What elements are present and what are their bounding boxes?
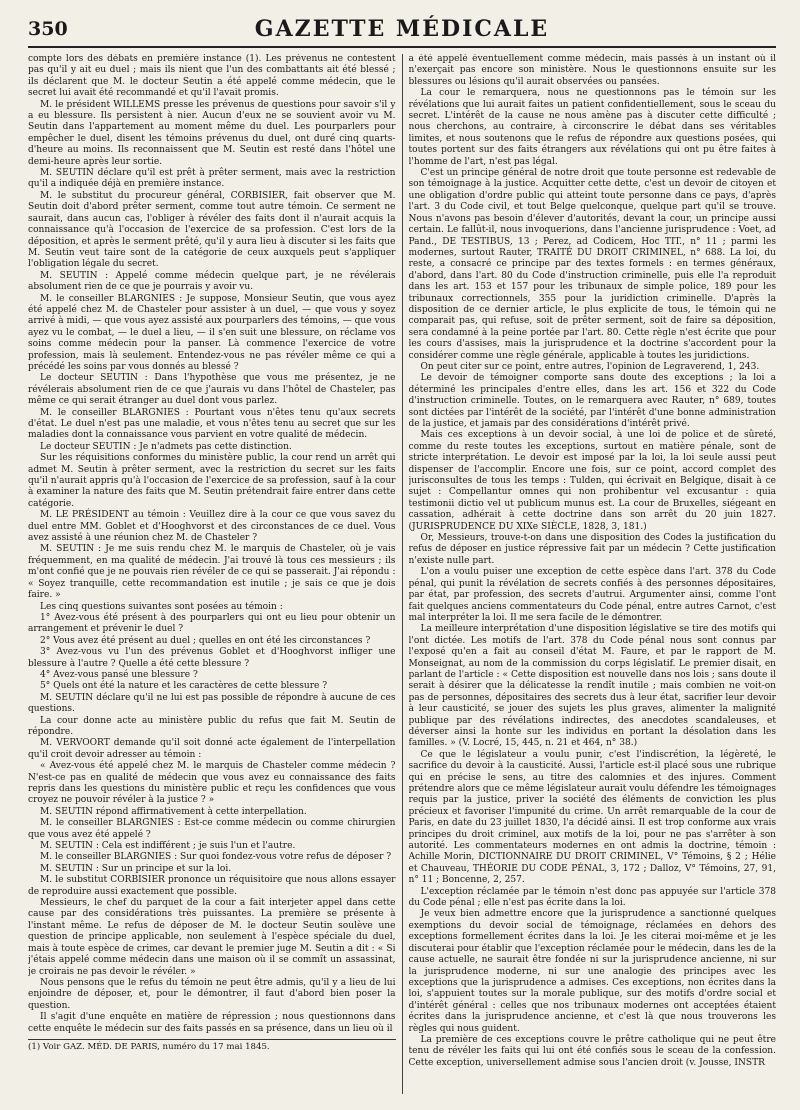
paragraph: Sur les réquisitions conformes du ministère public, la cour rend un arrêt qui admet M. Seutin à prêter serment, avec la restriction du secret sur les faits qu'il n'aurait appris qu'à l'occasion de l'exercice de sa profession, sauf à la cour à examiner la nature des faits que M. Seutin prétendrait faire entrer dans cette catégorie. [28,453,396,509]
paragraph: On peut citer sur ce point, entre autres, l'opinion de Legraverend, 1, 243. [420,361,760,372]
paragraph: M. le conseiller BLARGNIES : Sur quoi fondez-vous votre refus de déposer ? [40,852,392,863]
paragraph: 3° Avez-vous vu l'un des prévenus Goblet et d'Hooghvorst infliger une blessure à l'autre ? Quelle a été cette blessure ? [28,647,396,669]
journal-title: GAZETTE MÉDICALE [254,16,550,42]
footnote-rule [28,1039,396,1053]
paragraph: Nous pensons que le refus du témoin ne peut être admis, qu'il y a lieu de lui enjoindre de déposer, et, pour le démontrer, il faut d'abord bien poser la question. [28,977,396,1011]
paragraph: M. le conseiller BLARGNIES : Je suppose, Monsieur Seutin, que vous ayez été appelé chez M. de Chasteler pour assister à un duel, — que vous y soyez arrivé à midi, — que vous ayez assisté aux pourparlers des témoins, — que vous ayez vu le combat, — le duel a lieu, — il s'en suit une blessure, on réclame vos soins comme médecin pour la panser. Là commence l'exercice de votre profession, mais là seulement. Entendez-vous ne pas révéler même ce qui a précédé les soins par vous donnés au blessé ? [28,293,396,372]
paragraph: Mais ces exceptions à un devoir social, à une loi de police et de sûreté, comme du reste toutes les exceptions, surtout en matière pénale, sont de stricte interprétation. Le devoir est imposé par la loi, la loi seule aussi peut dispenser de l'accomplir. Encore une fois, sur ce point, accord complet des jurisconsultes de tous les temps : Tulden, qui écrivait en Belgique, disait à ce sujet : Compellantur omnes qui non prohibentur vel excusantur : quia testimonii dictio vel ut publicum munus est. La cour de Bruxelles, siégeant en cassation, adhérait à cette doctrine dans son arrêt du 20 juin 1827. (JURISPRUDENCE DU XIXe SIÈCLE, 1828, 3, 181.) [408,430,776,532]
footnote: (1) Voir GAZ. MÉD. DE PARIS, numéro du 17 mai 1845. [28,1041,270,1052]
paragraph: M. le substitut du procureur général, CORBISIER, fait observer que M. Seutin doit d'abord prêter serment, comme tout autre témoin. Ce serment ne saurait, dans aucun cas, l'obliger à révéler des faits dont il n'aurait acquis la connaissance qu'à l'occasion de l'exercice de sa profession. C'est lors de la déposition, et après le serment prêté, qu'il y aura lieu à discuter si les faits que M. Seutin veut taire sont de la catégorie de ceux auxquels peut s'appliquer l'obligation légale du secret. [28,190,396,270]
paragraph: M. SEUTIN déclare qu'il ne lui est pas possible de répondre à aucune de ces questions. [28,692,396,715]
paragraph: Je veux bien admettre encore que la jurisprudence a sanctionné quelques exemptions du devoir social de témoignage, réclamées en dehors des exceptions formellement écrites dans la loi. Je les citerai moi-même et je les discuterai pour établir que l'exception réclamée pour le médecin, dans les de la cause actuelle, ne saurait être fondée ni sur la jurisprudence ancienne, ni sur la jurisprudence moderne, ni sur une analogie des principes avec les exceptions que la jurisprudence a admises. Ces exceptions, non écrites dans la loi, s'appuient toutes sur la morale publique, sur des motifs d'ordre social et d'intérêt général : celles que nos tribunaux modernes ont acceptées étaient écrites dans la jurisprudence ancienne, et c'est là que nous trouverons les règles qui nous guident. [408,909,776,1034]
header-rule [28,46,776,48]
newspaper-page [28,14,776,1100]
paragraph: 2° Vous avez été présent au duel ; quelles en ont été les circonstances ? [40,635,371,646]
paragraph: M. VERVOORT demande qu'il soit donné acte également de l'interpellation qu'il croit devoir adresser au témoin : [28,738,396,760]
paragraph: La cour donne acte au ministère public du refus que fait M. Seutin de répondre. [28,715,396,737]
paragraph: C'est un principe général de notre droit que toute personne est redevable de son témoignage à la justice. Acquitter cette dette, c'est un devoir de citoyen et une obligation d'ordre public qui atteint toute personne dans ce pays, d'après l'art. 3 du Code civil, et tout Belge quelconque, quelque part qu'il se trouve. Nous n'avons pas besoin d'élever d'autorités, devant la cour, un principe aussi certain. Le fallût-il, nous invoquerions, dans l'ancienne jurisprudence : Voet, ad Pand., DE TESTIBUS, 13 ; Perez, ad Codicem, Hoc TIT., n° 11 ; parmi les modernes, surtout Rauter, TRAITÉ DU DROIT CRIMINEL, n° 688. La loi, du reste, a consacré ce principe par des textes formels : en termes généraux, d'abord, dans l'art. 80 du Code d'instruction criminelle, puis elle l'a reproduit dans les art. 153 et 157 pour les tribunaux de simple police, 189 pour les tribunaux correctionnels, 355 pour la juridiction criminelle. D'après la disposition de ce dernier article, le plus explicite de tous, le témoin qui ne comparait pas, qui refuse, soit de prêter serment, soit de faire sa déposition, sera condamné à la peine portée par l'art. 80. Cette règle n'est écrite que pour les cours d'assises, mais la jurisprudence et la doctrine s'accordent pour la considérer comme une règle générale, applicable à toutes les juridictions. [408,168,776,361]
paragraph: L'on a voulu puiser une exception de cette espèce dans l'art. 378 du Code pénal, qui punit la révélation de secrets confiés à des personnes dépositaires, par état, par profession, des secrets d'autrui. Argumenter ainsi, comme l'ont fait quelques anciens commentateurs du Code pénal, entre autres Carnot, c'est mal interpréter la loi. Il me sera facile de le démontrer. [408,567,776,623]
page-number: 350 [28,18,68,40]
paragraph: Le docteur SEUTIN : Dans l'hypothèse que vous me présentez, je ne révélerais absolument rien de ce que j'aurais vu dans l'hôtel de Chasteler, pas même ce qui serait étranger au duel dont vous parlez. [28,373,396,407]
paragraph: 1° Avez-vous été présent à des pourparlers qui ont eu lieu pour obtenir un arrangement et prévenir le duel ? [28,612,396,635]
paragraph: M. SEUTIN : Sur un principe et sur la loi. [40,863,232,874]
paragraph: M. SEUTIN : Je me suis rendu chez M. le marquis de Chasteler, où je vais fréquemment, en ma qualité de médecin. J'ai trouvé là tous ces messieurs ; ils m'ont confié que je ne pouvais rien révéler de ce qui se passerait. J'ai répondu : « Soyez tranquille, cette recommandation est inutile ; je sais ce que je dois faire. » [28,544,396,601]
paragraph: Messieurs, le chef du parquet de la cour a fait interjeter appel dans cette cause par des considérations très puissantes. La première se présente à l'instant même. Le refus de déposer de M. le docteur Seutin soulève une question de principe applicable, non seulement à l'espèce spéciale du duel, mais à toute espèce de crimes, car devant le premier juge M. Seutin a dit : « Si j'étais appelé comme médecin dans une maison où il se commît un assassinat, je croirais ne pas devoir le révéler. » [28,898,396,977]
paragraph: a été appelé éventuellement comme médecin, mais passés à un instant où il n'exerçait pas encore son ministère. Nous le questionnons ensuite sur les blessures ou lésions qu'il aurait observées ou pansées. [408,54,776,87]
paragraph: Les cinq questions suivantes sont posées au témoin : [40,601,283,612]
paragraph: M. le conseiller BLARGNIES : Est-ce comme médecin ou comme chirurgien que vous avez été appelé ? [28,818,396,840]
paragraph: 4° Avez-vous pansé une blessure ? [40,669,198,680]
paragraph: 5° Quels ont été la nature et les caractères de cette blessure ? [40,681,328,692]
paragraph: La première de ces exceptions couvre le prêtre catholique qui ne peut être tenu de révéler les faits qui lui ont été confiés sous le sceau de la confession. Cette exception, universellement admise sous l'ancien droit (v. Jousse, INSTR [408,1034,776,1068]
paragraph: M. SEUTIN : Cela est indifférent ; je suis l'un et l'autre. [40,841,296,852]
paragraph: compte lors des débats en première instance (1). Les prévenus ne contestent pas qu'il y ait eu duel ; mais ils nient que l'un des combattants ait été blessé ; ils déclarent que M. le docteur Seutin a été appelé comme médecin, que le secret lui avait été recommandé et qu'il l'avait promis. [28,54,396,99]
column-divider [402,54,403,1094]
paragraph: M. LE PRÉSIDENT au témoin : Veuillez dire à la cour ce que vous savez du duel entre MM. Goblet et d'Hooghvorst et des circonstances de ce duel. Vous avez assisté à une réunion chez M. de Chasteler ? [28,510,396,544]
paragraph: « Avez-vous été appelé chez M. le marquis de Chasteler comme médecin ? N'est-ce pas en qualité de médecin que vous avez eu connaissance des faits repris dans les questions du ministère public et reçu les confidences que vous croyez ne pouvoir révéler à la justice ? » [28,761,396,806]
paragraph: Le devoir de témoigner comporte sans doute des exceptions ; la loi a déterminé les principales d'entre elles, dans les art. 156 et 322 du Code d'instruction criminelle. Toutes, on le remarquera avec Rauter, n° 689, toutes sont dictées par l'intérêt de la société, par l'intérêt d'une bonne administration de la justice, et jamais par des considérations d'intérêt privé. [408,373,776,429]
paragraph: M. le président WILLEMS presse les prévenus de questions pour savoir s'il y a eu blessure. Ils persistent à nier. Aucun d'eux ne se souvient avoir vu M. Seutin dans l'appartement au moment même du duel. Les pourparlers pour empêcher le duel, disent les témoins prévenus du duel, ont duré cinq quarts-d'heure au moins. Ils reconnaissent que M. Seutin est resté dans l'hôtel une demi-heure après leur sortie. [28,99,396,167]
paragraph: M. SEUTIN répond affirmativement à cette interpellation. [40,806,307,817]
paragraph: M. le conseiller BLARGNIES : Pourtant vous n'êtes tenu qu'aux secrets d'état. Le duel n'est pas une maladie, et vous n'êtes tenu au secret que sur les maladies dont la connaissance vous parvient en votre qualité de médecin. [28,407,396,441]
left-column [28,54,396,1094]
text-columns [28,54,776,1094]
paragraph: La meilleure interprétation d'une disposition législative se tire des motifs qui l'ont dictée. Les motifs de l'art. 378 du Code pénal nous sont connus par l'exposé qu'en a fait au conseil d'état M. Faure, et par le rapport de M. Monseignat, au nom de la commission du corps législatif. Le premier disait, en parlant de l'article : « Cette disposition est nouvelle dans nos lois ; sans doute il serait à désirer que la délicatesse la rendît inutile ; mais combien ne voit-on pas de personnes, dépositaires des secrets dus à leur état, sacrifier leur devoir à leur causticité, se jouer des sujets les plus graves, alimenter la malignité publique par des révélations indirectes, des anecdotes scandaleuses, et déverser ainsi la honte sur les individus en portant la désolation dans les familles. » (V. Locré, 15, 445, n. 21 et 464, n° 38.) [408,624,776,749]
paragraph: Il s'agit d'une enquête en matière de répression ; nous questionnons dans cette enquête le médecin sur des faits passés en sa présence, dans un lieu où il [28,1012,396,1034]
paragraph: Ce que le législateur a voulu punir, c'est l'indiscrétion, la légèreté, le sacrifice du devoir à la causticité. Aussi, l'article est-il placé sous une rubrique qui en précise le sens, au titre des calomnies et des injures. Comment prétendre alors que ce même législateur aurait voulu défendre les témoignages requis par la justice, priver la société des éléments de conviction les plus précieux et favoriser l'impunité du crime. Un arrêt remarquable de la cour de Paris, en date du 23 juillet 1830, l'a décidé ainsi. Il est trop conforme aux vrais principes du droit criminel, aux motifs de la loi, pour ne pas s'arrêter à son autorité. Les commentateurs modernes en ont admis la doctrine, témoin : Achille Morin, DICTIONNAIRE DU DROIT CRIMINEL, V° Témoins, § 2 ; Hélie et Chauveau, THÉORIE DU CODE PÉNAL, 3, 172 ; Dalloz, V° Témoins, 27, 91, n° 11 ; Boncenne, 2, 257. [408,749,776,886]
page-header [28,14,776,44]
paragraph: M. SEUTIN déclare qu'il est prêt à prêter serment, mais avec la restriction qu'il a indiquée déjà en première instance. [28,168,396,190]
paragraph: L'exception réclamée par le témoin n'est donc pas appuyée sur l'article 378 du Code pénal ; elle n'est pas écrite dans la loi. [408,886,776,909]
paragraph: M. SEUTIN : Appelé comme médecin quelque part, je ne révélerais absolument rien de ce que je pourrais y avoir vu. [28,270,396,293]
paragraph: M. le substitut CORBISIER prononce un réquisitoire que nous allons essayer de reproduire aussi exactement que possible. [28,875,396,897]
paragraph: Or, Messieurs, trouve-t-on dans une disposition des Codes la justification du refus de déposer en justice répressive fait par un médecin ? Cette justification n'existe nulle part. [408,533,776,566]
right-column [409,54,777,1094]
paragraph: Le docteur SEUTIN : Je n'admets pas cette distinction. [40,441,292,452]
paragraph: La cour le remarquera, nous ne questionnons pas le témoin sur les révélations que lui aurait faites un patient confidentiellement, sous le sceau du secret. L'intérêt de la cause ne nous amène pas à discuter cette difficulté ; nous cherchons, au contraire, à circonscrire le débat dans ses véritables limites, et nous soutenons que le refus de répondre aux questions posées, qui toutes portent sur des faits étrangers aux révélations qui ont pu être faites à l'homme de l'art, n'est pas légal. [408,88,776,167]
